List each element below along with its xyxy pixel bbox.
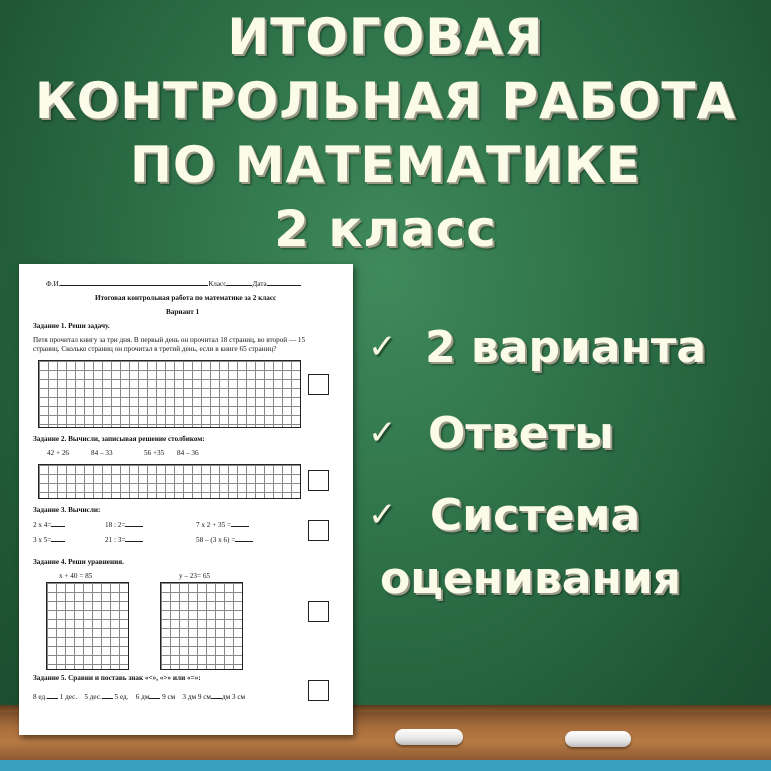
task3-item: 21 : 3= [105, 536, 143, 544]
task2-item: 84 – 36 [177, 449, 199, 457]
score-box [308, 601, 329, 622]
task4-equation: х + 40 = 85 [59, 572, 93, 580]
check-icon: ✓ [368, 327, 397, 367]
variant-label: Вариант 1 [166, 308, 200, 316]
task3-item: 3 х 5= [33, 536, 65, 544]
answer-grid [46, 582, 129, 670]
title-line-4: 2 класс [274, 200, 497, 258]
title-line-2: КОНТРОЛЬНАЯ РАБОТА [34, 72, 737, 130]
chalk-piece-left [395, 729, 463, 745]
task3-item: 7 х 2 + 35 = [196, 521, 249, 529]
task3-item: 2 х 4= [33, 521, 65, 529]
task2-title: Задание 2. Вычисли, записывая решение столбиком: [33, 435, 205, 443]
feature-grading-1: Система [430, 490, 641, 541]
task2-item: 56 +35 [144, 449, 165, 457]
worksheet-preview [19, 264, 353, 735]
task5-title: Задание 5. Сравни и поставь знак «<», «>» или «=»: [33, 674, 201, 682]
score-box [308, 520, 329, 541]
task3-item: 18 : 2= [105, 521, 143, 529]
floor-strip [0, 760, 771, 771]
header-date: Дата [252, 280, 267, 288]
answer-grid [38, 464, 301, 499]
title-line-3: ПО МАТЕМАТИКЕ [130, 136, 641, 194]
feature-answers: Ответы [428, 408, 614, 459]
score-box [308, 470, 329, 491]
score-box [308, 374, 329, 395]
task1-title: Задание 1. Реши задачу. [33, 322, 110, 330]
feature-grading-2: оценивания [380, 553, 681, 604]
task2-item: 42 + 26 [47, 449, 70, 457]
header-row [46, 280, 301, 288]
header-name: Ф.И. [46, 280, 61, 288]
check-icon: ✓ [368, 495, 397, 535]
task1-text: страниц. Сколько страниц он прочитал в третий день, если в книге 65 страниц? [33, 345, 277, 353]
chalk-piece-right [565, 731, 631, 747]
task3-title: Задание 3. Вычисли: [33, 506, 101, 514]
worksheet-heading: Итоговая контрольная работа по математике за 2 класс [95, 294, 277, 302]
task1-text: Петя прочитал книгу за три дня. В первый день он прочитал 18 страниц, во второй — 15 [33, 336, 306, 344]
title-line-1: ИТОГОВАЯ [227, 8, 544, 66]
answer-grid [160, 582, 243, 670]
task4-equation: у – 23= 65 [179, 572, 211, 580]
task5-items: 8 ед. 1 дес. 5 дес. 5 ед. 6 дм 9 см 3 дм 9 см дм 3 см [33, 693, 246, 701]
task4-title: Задание 4. Реши уравнения. [33, 558, 124, 566]
task3-item: 58 – (3 х 6) = [196, 536, 253, 544]
score-box [308, 680, 329, 701]
task2-item: 84 – 33 [91, 449, 113, 457]
check-icon: ✓ [368, 413, 397, 453]
answer-grid [38, 360, 301, 428]
feature-variants: 2 варианта [425, 322, 707, 373]
header-class: Класс [208, 280, 227, 288]
